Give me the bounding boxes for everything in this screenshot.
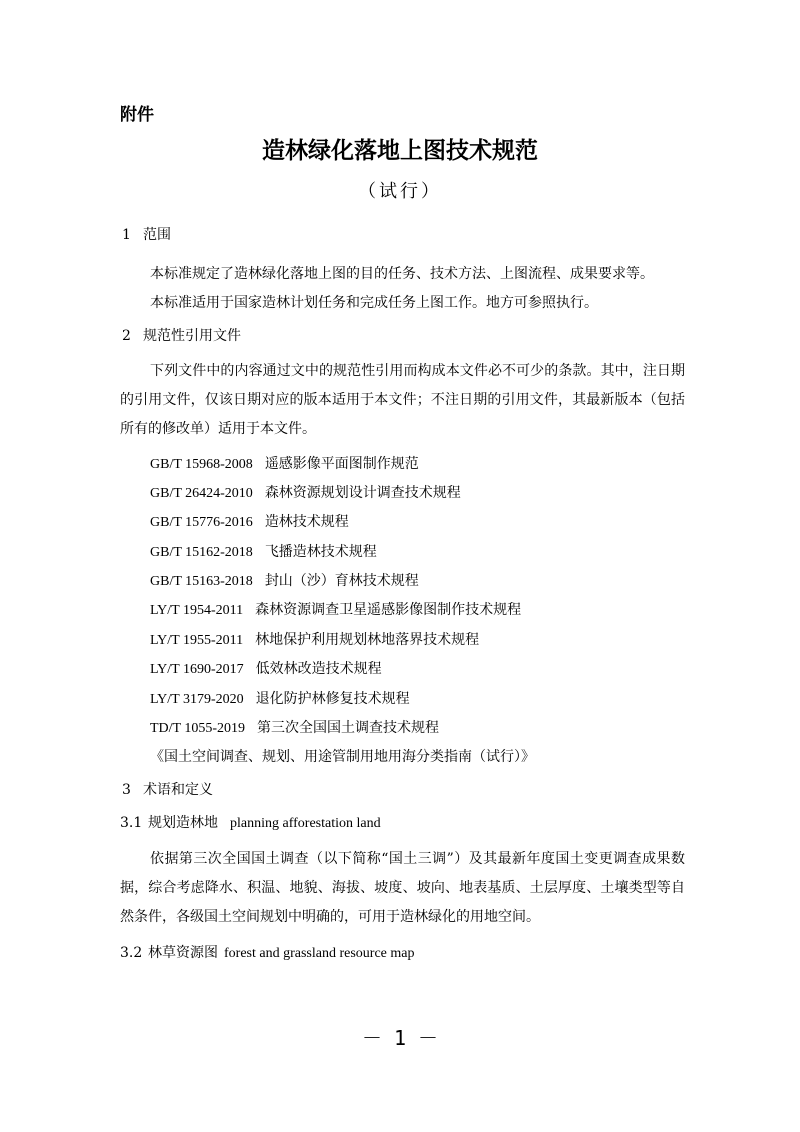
reference-name: 林地保护利用规划林地落界技术规程 (255, 632, 480, 648)
reference-code: GB/T 15776-2016 (150, 515, 253, 530)
reference-item (150, 717, 439, 737)
reference-item (150, 599, 521, 619)
reference-name: 森林资源规划设计调查技术规程 (264, 485, 461, 501)
document-title: 造林绿化落地上图技术规范 (262, 138, 538, 164)
reference-item (150, 511, 349, 531)
reference-code: LY/T 3179-2020 (150, 692, 244, 707)
term-english: forest and grassland resource map (224, 946, 415, 961)
reference-code: LY/T 1955-2011 (150, 633, 244, 648)
section-2-number: 2 (122, 328, 131, 344)
reference-code: TD/T 1055-2019 (150, 721, 246, 736)
reference-item (150, 541, 377, 561)
section-1-paragraph: 本标准适用于国家造林计划任务和完成任务上图工作。地方可参照执行。 (150, 295, 598, 311)
term-english: planning afforestation land (230, 816, 381, 831)
reference-item (150, 482, 461, 502)
reference-item (150, 629, 479, 649)
reference-name: 遥感影像平面图制作规范 (264, 456, 419, 472)
section-1-number: 1 (122, 227, 131, 243)
page-number: － 1 － (361, 1026, 439, 1050)
reference-name: 退化防护林修复技术规程 (255, 691, 410, 707)
section-1-heading (122, 224, 171, 244)
reference-name: 第三次全国国土调查技术规程 (257, 720, 440, 736)
term-3-1-definition: 依据第三次全国国土调查（以下简称“国土三调”）及其最新年度国土变更调查成果数据，综合考虑降水、积温、地貌、海拔、坡度、坡向、地表基质、土层厚度、土壤类型等自然条件，各级国土空间规划中明确的，可用于造林绿化的用地空间。 (120, 851, 685, 925)
section-3-heading (122, 779, 213, 799)
term-3-1-heading (120, 812, 381, 832)
document-subtitle: （试行） (358, 181, 442, 202)
section-1-title: 范围 (143, 227, 171, 243)
reference-item (150, 688, 410, 708)
term-number: 3.2 (120, 945, 143, 961)
section-2-title: 规范性引用文件 (143, 328, 241, 344)
section-1-paragraph: 本标准规定了造林绿化落地上图的目的任务、技术方法、上图流程、成果要求等。 (150, 266, 654, 282)
term-number: 3.1 (120, 815, 143, 831)
section-3-title: 术语和定义 (143, 782, 213, 798)
section-2-heading (122, 325, 241, 345)
reference-code: LY/T 1954-2011 (150, 603, 244, 618)
reference-code: GB/T 26424-2010 (150, 486, 253, 501)
reference-name: 封山（沙）育林技术规程 (264, 573, 419, 589)
reference-name: 低效林改造技术规程 (255, 661, 382, 677)
reference-name: 飞播造林技术规程 (264, 544, 377, 560)
reference-code: GB/T 15968-2008 (150, 457, 253, 472)
section-2-intro: 下列文件中的内容通过文中的规范性引用而构成本文件必不可少的条款。其中，注日期的引用文件，仅该日期对应的版本适用于本文件；不注日期的引用文件，其最新版本（包括所有的修改单）适用于本文件。 (120, 363, 685, 437)
term-name: 规划造林地 (148, 815, 218, 831)
reference-guide: 《国土空间调查、规划、用途管制用地用海分类指南（试行）》 (150, 749, 535, 765)
reference-name: 造林技术规程 (264, 514, 349, 530)
term-name: 林草资源图 (148, 945, 218, 961)
reference-item (150, 453, 419, 473)
section-3-number: 3 (122, 782, 131, 798)
reference-item (150, 570, 419, 590)
attachment-label: 附件 (120, 105, 154, 125)
reference-code: LY/T 1690-2017 (150, 662, 244, 677)
reference-code: GB/T 15162-2018 (150, 545, 253, 560)
reference-name: 森林资源调查卫星遥感影像图制作技术规程 (255, 602, 522, 618)
reference-code: GB/T 15163-2018 (150, 574, 253, 589)
term-3-2-heading (120, 942, 414, 962)
reference-item (150, 658, 382, 678)
